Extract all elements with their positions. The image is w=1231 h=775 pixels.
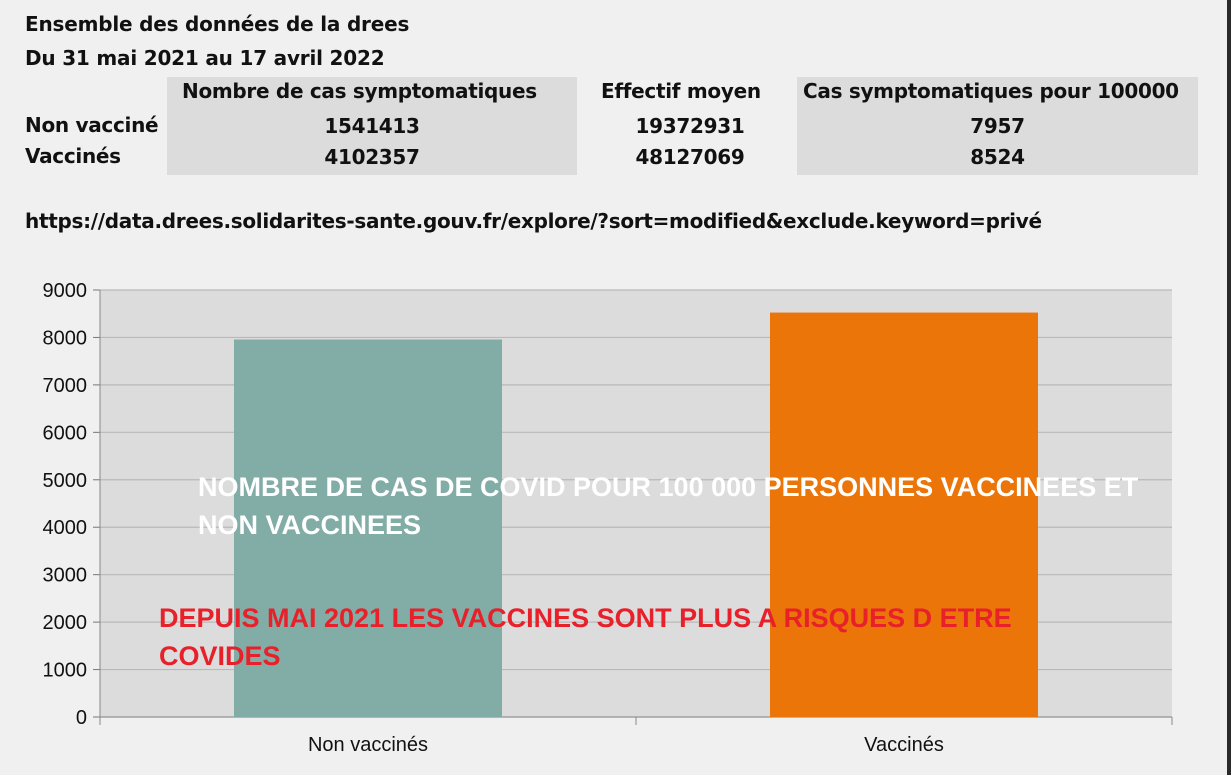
header-period: Du 31 mai 2021 au 17 avril 2022 <box>25 46 385 70</box>
cell-nv-population: 19372931 <box>635 114 745 138</box>
cell-nv-cases: 1541413 <box>324 114 420 138</box>
y-tick-label: 3000 <box>42 564 87 587</box>
y-tick-label: 2000 <box>42 612 87 635</box>
y-tick-label: 7000 <box>42 374 87 397</box>
y-tick-label: 4000 <box>42 517 87 540</box>
cell-v-population: 48127069 <box>635 145 745 169</box>
x-tick-label: Vaccinés <box>864 734 944 756</box>
source-url: https://data.drees.solidarites-sante.gouv.fr/explore/?sort=modified&exclude.keyword=privé <box>25 209 1042 233</box>
header-title: Ensemble des données de la drees <box>25 12 410 36</box>
cell-nv-per100k: 7957 <box>970 114 1025 138</box>
y-tick-label: 1000 <box>42 659 87 682</box>
table-header-population: Effectif moyen <box>601 79 761 103</box>
row-label-vaccines: Vaccinés <box>25 144 121 168</box>
x-tick-label: Non vaccinés <box>307 734 429 756</box>
y-tick-label: 0 <box>75 707 87 729</box>
cell-v-per100k: 8524 <box>970 145 1025 169</box>
overlay-caption: NOMBRE DE CAS DE COVID POUR 100 000 PERSONNES VACCINEES ET NON VACCINEES <box>198 472 1139 540</box>
y-tick-label: 8000 <box>42 327 87 350</box>
y-tick-label: 9000 <box>42 280 87 302</box>
cell-v-cases: 4102357 <box>324 145 420 169</box>
overlay-claim: DEPUIS MAI 2021 LES VACCINES SONT PLUS A RISQUES D ETRE COVIDES <box>159 603 1012 671</box>
row-label-non-vaccine: Non vacciné <box>25 113 159 137</box>
y-tick-label: 5000 <box>42 469 87 492</box>
table-header-per100k: Cas symptomatiques pour 100000 <box>803 79 1179 103</box>
table-header-cases: Nombre de cas symptomatiques <box>182 79 537 103</box>
y-tick-label: 6000 <box>42 422 87 445</box>
